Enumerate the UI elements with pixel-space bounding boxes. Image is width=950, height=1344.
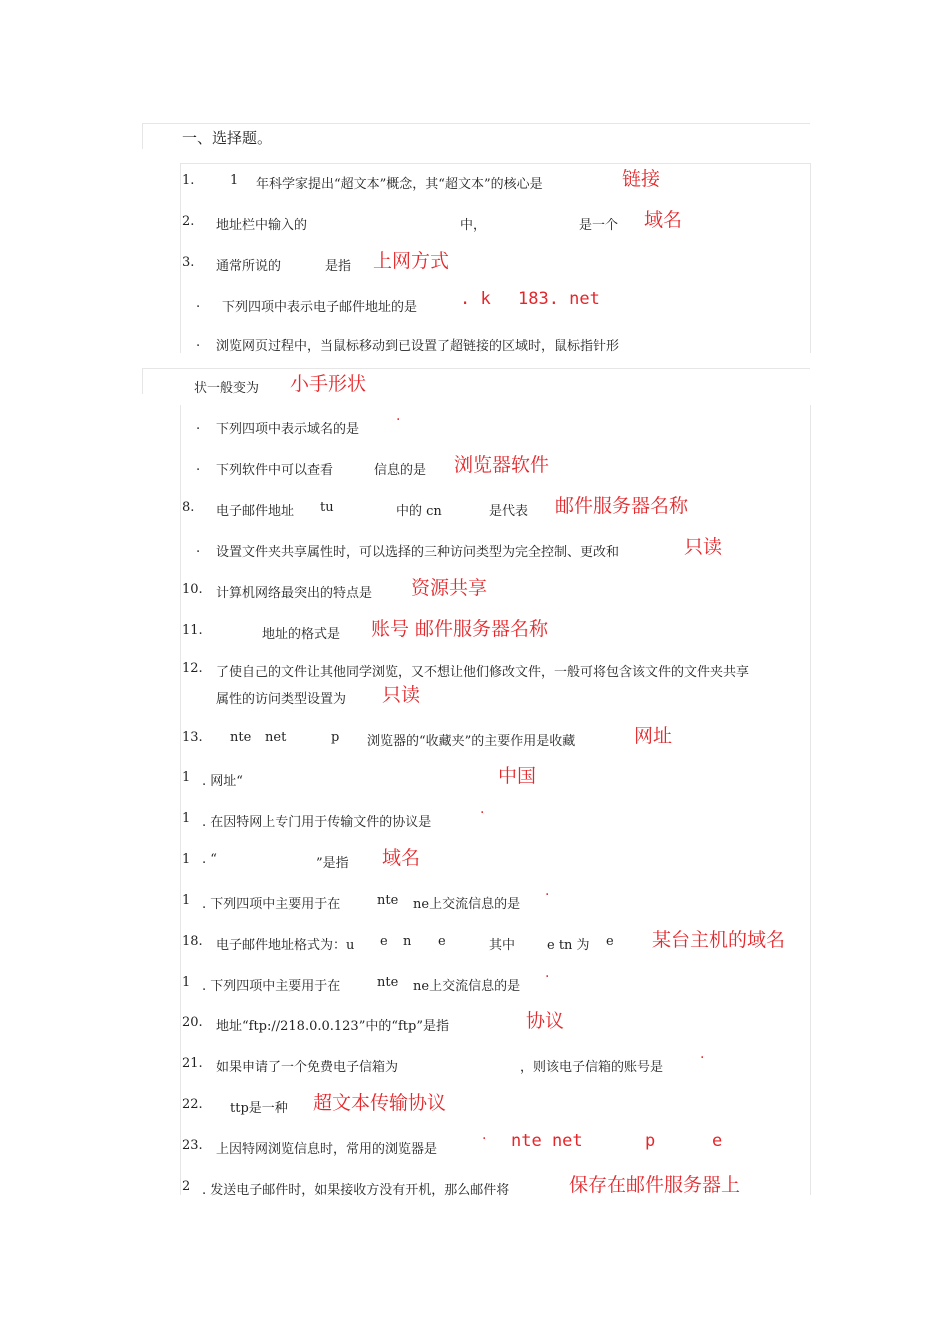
question-number: 13. — [182, 730, 203, 745]
question-text: nte — [230, 730, 252, 745]
question-number: 8. — [182, 500, 195, 515]
handwritten-answer: · — [545, 969, 550, 985]
question-text: ne上交流信息的是 — [413, 979, 521, 994]
handwritten-answer: · — [700, 1050, 705, 1066]
question-item — [0, 730, 950, 756]
question-text: 了使自己的文件让其他同学浏览，又不想让他们修改文件，一般可将包含该文件的文件夹共享 — [216, 665, 750, 680]
question-item — [0, 975, 950, 1001]
question-number: . — [196, 541, 201, 556]
handwritten-answer: 保存在邮件服务器上 — [569, 1174, 741, 1196]
handwritten-answer: 上网方式 — [373, 250, 450, 272]
question-text: 1 — [230, 173, 239, 188]
question-text: 地址的格式是 — [262, 627, 341, 642]
handwritten-answer: · — [480, 805, 485, 821]
handwritten-answer: 只读 — [684, 536, 723, 558]
handwritten-answer: . k — [460, 289, 491, 309]
question-text: e — [438, 934, 446, 949]
question-number: . — [196, 335, 201, 350]
question-text: 通常所说的 — [216, 259, 282, 274]
question-item-continuation — [0, 688, 950, 714]
question-item — [0, 255, 950, 281]
question-item — [0, 214, 950, 240]
question-text: 如果申请了一个免费电子信箱为 — [216, 1060, 399, 1075]
question-text: ，则该电子信箱的账号是 — [520, 1060, 664, 1075]
question-text: 是代表 — [489, 504, 529, 519]
section-title: 一、选择题。 — [182, 129, 273, 147]
question-item — [0, 1138, 950, 1164]
question-text: 其中 — [489, 938, 516, 953]
question-text: 中， — [460, 218, 487, 233]
question-text: 下列软件中可以查看 — [216, 463, 334, 478]
handwritten-answer: 只读 — [382, 684, 421, 706]
question-item — [0, 541, 950, 567]
question-item — [0, 1097, 950, 1123]
question-text: ”是指 — [316, 856, 349, 871]
question-item — [0, 335, 950, 361]
question-number: 1. — [182, 173, 195, 188]
question-text: 电子邮件地址 — [216, 504, 295, 519]
question-number: . — [196, 418, 201, 433]
question-text: 计算机网络最突出的特点是 — [216, 586, 373, 601]
question-text: e — [380, 934, 388, 949]
question-text: 中的 cn — [396, 504, 442, 519]
question-number: 18. — [182, 934, 203, 949]
handwritten-answer: 邮件服务器名称 — [555, 495, 689, 517]
question-item — [0, 173, 950, 199]
top-rule — [142, 123, 810, 124]
question-text: 浏览网页过程中，当鼠标移动到已设置了超链接的区域时，鼠标指针形 — [216, 339, 620, 354]
question-item — [0, 1056, 950, 1082]
handwritten-answer: p — [645, 1131, 656, 1151]
question-number: 2 — [182, 1179, 191, 1194]
handwritten-answer: 链接 — [622, 168, 661, 190]
question-item — [0, 661, 950, 687]
question-text: e — [606, 934, 614, 949]
question-text: 是一个 — [579, 218, 619, 233]
question-number: 1 — [182, 811, 191, 826]
handwritten-answer: e — [712, 1131, 723, 1151]
question-item — [0, 418, 950, 444]
top-left-rule — [142, 123, 143, 149]
question-text: n — [403, 934, 412, 949]
question-item — [0, 770, 950, 796]
handwritten-answer: · — [396, 412, 401, 428]
question-item — [0, 811, 950, 837]
handwritten-answer: 183. net — [518, 289, 600, 309]
question-number: 12. — [182, 661, 203, 676]
question-number: 3. — [182, 255, 195, 270]
question-text: 信息的是 — [374, 463, 427, 478]
handwritten-answer: 网址 — [634, 725, 673, 747]
question-item — [0, 934, 950, 960]
question-text: . 网址“ — [202, 774, 243, 789]
handwritten-answer: · — [545, 887, 550, 903]
question-text: 是指 — [325, 259, 352, 274]
question-text: 电子邮件地址格式为：u — [216, 938, 355, 953]
question-text: . 发送电子邮件时，如果接收方没有开机，那么邮件将 — [202, 1183, 510, 1198]
question-item — [0, 1015, 950, 1041]
question-item — [0, 852, 950, 878]
question-text: . 在因特网上专门用于传输文件的协议是 — [202, 815, 432, 830]
question-text: ne上交流信息的是 — [413, 897, 521, 912]
handwritten-answer: · — [482, 1131, 487, 1147]
handwritten-answer: 中国 — [498, 765, 537, 787]
question-item — [0, 893, 950, 919]
question-item — [0, 377, 950, 403]
question-text: 年科学家提出“超文本”概念，其“超文本”的核心是 — [256, 177, 543, 192]
question-item — [0, 500, 950, 526]
question-text: e tn 为 — [547, 938, 590, 953]
handwritten-answer: 资源共享 — [411, 577, 488, 599]
block-rule-1 — [180, 163, 810, 164]
question-text: p — [331, 730, 340, 745]
question-text: 属性的访问类型设置为 — [216, 692, 347, 707]
handwritten-answer: nte net — [511, 1131, 583, 1151]
question-number: 2. — [182, 214, 195, 229]
question-text: 浏览器的“收藏夹”的主要作用是收藏 — [367, 734, 576, 749]
question-text: . 下列四项中主要用于在 — [202, 897, 341, 912]
question-number: 21. — [182, 1056, 203, 1071]
question-number: 1 — [182, 975, 191, 990]
question-text: 设置文件夹共享属性时，可以选择的三种访问类型为完全控制、更改和 — [216, 545, 620, 560]
question-text: net — [265, 730, 287, 745]
question-text: nte — [377, 893, 399, 908]
question-text: tu — [320, 500, 334, 515]
question-number: 23. — [182, 1138, 203, 1153]
question-number: 20. — [182, 1015, 203, 1030]
question-text: 地址栏中输入的 — [216, 218, 308, 233]
question-text: 上因特网浏览信息时，常用的浏览器是 — [216, 1142, 438, 1157]
handwritten-answer: 账号 邮件服务器名称 — [371, 618, 549, 640]
question-number: 1 — [182, 893, 191, 908]
question-text: 下列四项中表示域名的是 — [216, 422, 360, 437]
question-text: . “ — [202, 852, 217, 867]
handwritten-answer: 某台主机的域名 — [652, 929, 786, 951]
handwritten-answer: 域名 — [382, 847, 421, 869]
question-text: . 下列四项中主要用于在 — [202, 979, 341, 994]
mid-rule — [142, 368, 810, 369]
question-text: 地址“ftp://218.0.0.123”中的“ftp”是指 — [216, 1019, 450, 1034]
question-number: 1 — [182, 852, 191, 867]
question-number: . — [196, 296, 201, 311]
question-text: ttp是一种 — [230, 1101, 288, 1116]
question-number: . — [196, 459, 201, 474]
question-text: nte — [377, 975, 399, 990]
handwritten-answer: 域名 — [644, 209, 683, 231]
question-text: 下列四项中表示电子邮件地址的是 — [222, 300, 418, 315]
question-number: 10. — [182, 582, 203, 597]
handwritten-answer: 超文本传输协议 — [313, 1092, 447, 1114]
handwritten-answer: 浏览器软件 — [454, 454, 550, 476]
question-item — [0, 1179, 950, 1205]
question-text: 状一般变为 — [194, 381, 260, 396]
question-number: 1 — [182, 770, 191, 785]
handwritten-answer: 小手形状 — [290, 373, 367, 395]
question-number: 11. — [182, 623, 203, 638]
question-number: 22. — [182, 1097, 203, 1112]
handwritten-answer: 协议 — [526, 1010, 565, 1032]
